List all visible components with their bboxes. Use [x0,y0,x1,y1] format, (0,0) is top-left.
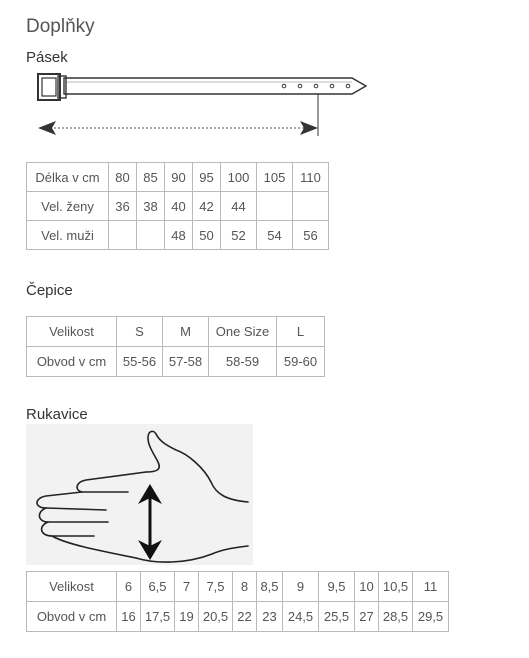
table-cell: 105 [257,163,293,192]
cap-size-table [26,316,325,377]
table-cell: 10,5 [379,572,413,602]
table-cell: 48 [165,221,193,250]
table-cell: 19 [175,602,199,632]
table-cell: 16 [117,602,141,632]
hand-measurement-illustration [26,424,253,565]
belt-size-table [26,162,329,250]
table-cell: 28,5 [379,602,413,632]
hand-icon [26,424,253,565]
page-title: Doplňky [26,16,95,37]
belt-illustration [34,70,374,140]
table-cell [293,192,329,221]
table-cell: 27 [355,602,379,632]
table-cell: 56 [293,221,329,250]
table-cell: 6 [117,572,141,602]
table-cell: 38 [137,192,165,221]
table-cell: 110 [293,163,329,192]
table-cell: 85 [137,163,165,192]
table-cell: Velikost [27,572,117,602]
gloves-heading: Rukavice [26,406,88,423]
table-row [27,602,449,632]
table-cell: M [163,317,209,347]
table-cell: 36 [109,192,137,221]
table-cell: 8,5 [257,572,283,602]
table-cell: 24,5 [283,602,319,632]
table-cell: 44 [221,192,257,221]
table-cell: 100 [221,163,257,192]
table-cell: 42 [193,192,221,221]
table-cell: 52 [221,221,257,250]
table-row [27,347,325,377]
table-cell: 50 [193,221,221,250]
table-cell: 54 [257,221,293,250]
table-cell: 22 [233,602,257,632]
table-cell: 7,5 [199,572,233,602]
table-cell: 23 [257,602,283,632]
table-cell: 58-59 [209,347,277,377]
table-cell: 29,5 [413,602,449,632]
table-cell: 59-60 [277,347,325,377]
table-cell: 10 [355,572,379,602]
belt-heading: Pásek [26,49,68,66]
table-cell: Vel. muži [27,221,109,250]
table-cell: 25,5 [319,602,355,632]
table-cell: 17,5 [141,602,175,632]
table-cell: 8 [233,572,257,602]
table-cell: S [117,317,163,347]
table-cell: 40 [165,192,193,221]
table-cell [257,192,293,221]
table-cell: Vel. ženy [27,192,109,221]
table-cell: 55-56 [117,347,163,377]
table-cell [137,221,165,250]
table-row [27,572,449,602]
table-row [27,163,329,192]
table-cell: Obvod v cm [27,602,117,632]
table-row [27,192,329,221]
table-cell: Obvod v cm [27,347,117,377]
table-cell [109,221,137,250]
table-cell: L [277,317,325,347]
table-cell: 9 [283,572,319,602]
table-row [27,221,329,250]
glove-size-table [26,571,449,632]
table-cell: Délka v cm [27,163,109,192]
table-cell: 80 [109,163,137,192]
table-cell: One Size [209,317,277,347]
cap-heading: Čepice [26,282,73,299]
table-cell: 6,5 [141,572,175,602]
table-cell: 9,5 [319,572,355,602]
table-row [27,317,325,347]
table-cell: 20,5 [199,602,233,632]
table-cell: Velikost [27,317,117,347]
table-cell: 57-58 [163,347,209,377]
table-cell: 90 [165,163,193,192]
table-cell: 11 [413,572,449,602]
table-cell: 7 [175,572,199,602]
table-cell: 95 [193,163,221,192]
